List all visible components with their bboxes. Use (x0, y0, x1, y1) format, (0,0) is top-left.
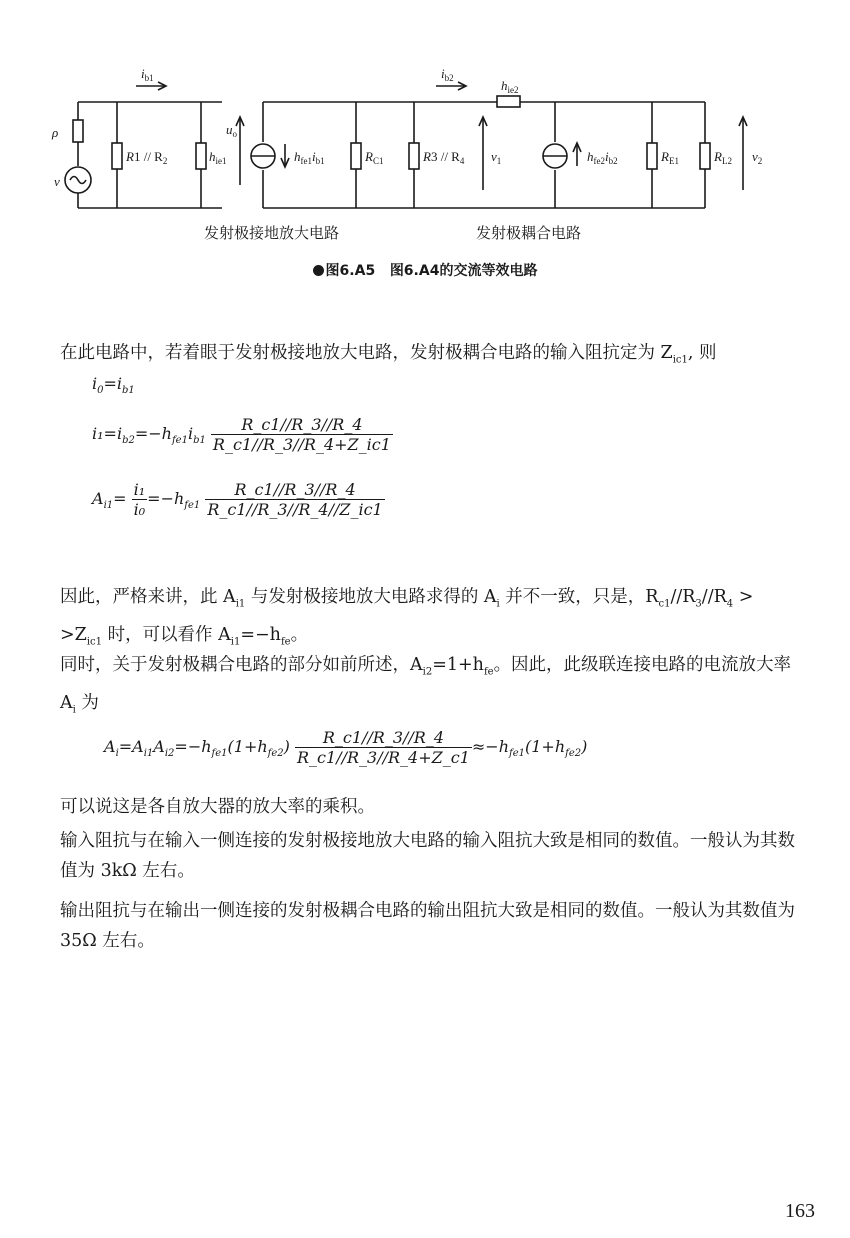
eq3-small-den: i₀ (133, 500, 146, 519)
p3-sub: i2 (422, 666, 433, 678)
eq2-lhs-sub: b2 (122, 435, 135, 447)
re1-sub: E1 (668, 156, 679, 166)
hie1-sub: ie1 (215, 156, 227, 166)
eq4-b-sub: i1 (143, 748, 154, 760)
caption-number: 图6.A5 (325, 263, 376, 279)
uo-u: u (226, 122, 233, 137)
p2-l2-sub3: fe (280, 636, 291, 647)
v2-sub: 2 (757, 156, 763, 166)
eq4-c: A (153, 737, 165, 756)
r3r4-text: 3 // R (430, 149, 460, 164)
eq2-lhs: i₁=i (92, 424, 123, 443)
r3r4-sub: 4 (459, 156, 465, 166)
paragraph-1 (60, 338, 805, 376)
eq4-a: A (104, 737, 116, 756)
v1-sub: 1 (496, 156, 502, 166)
p2-a: 因此，严格来讲，此 A (60, 587, 236, 607)
paragraph-1-sub: ic1 (672, 354, 688, 366)
re1-r: R (661, 149, 669, 164)
hfe2-i: i (605, 149, 609, 164)
eq3-small-num: i₁ (133, 480, 146, 499)
hie2-h: h (501, 78, 508, 93)
p3-c: 。因此，此级联连接电路的电流放大率 A (60, 655, 792, 713)
eq1-rhs-sub: b1 (122, 385, 135, 397)
ib1-i: i (141, 66, 145, 81)
p2-l2-b: 时，可以看作 A (102, 624, 231, 645)
left-section-label: 发射极接地放大电路 (204, 224, 340, 242)
eq1-rhs: i (116, 374, 123, 393)
eq2-mid2-sub: b1 (193, 435, 206, 447)
p2-d-sub: 3 (695, 598, 702, 610)
p2-c-sub: c1 (658, 598, 671, 610)
paragraph-3 (60, 650, 805, 725)
hfe1-isub: b1 (315, 156, 325, 166)
eq4-g: ≈−h (471, 737, 509, 756)
eq4-fraction (295, 728, 472, 767)
eq4-c-sub: i2 (164, 748, 175, 760)
ib2-label (441, 66, 454, 83)
eq2-mid-sub: fe1 (171, 435, 188, 447)
rc1-label (364, 149, 383, 166)
eq3-lhs: A (92, 489, 104, 508)
eq4-d-sub: fe1 (211, 748, 228, 760)
p3-a: 同时，关于发射极耦合电路的部分如前所述，A (60, 655, 423, 675)
equation-2 (92, 415, 393, 454)
v-source-label: v (54, 174, 60, 189)
eq4-g-sub: fe1 (509, 748, 525, 760)
rl2-r: R (714, 149, 722, 164)
paragraph-5: 输入阻抗与在输入一侧连接的发射极接地放大电路的输入阻抗大致是相同的数值。一般认为其数值为 3kΩ 左右。 (60, 831, 795, 881)
eq4-h: (1+h (524, 737, 566, 756)
p2-e-sub: 4 (726, 598, 734, 610)
eq2-fraction (211, 415, 393, 454)
r1r2-label (125, 149, 167, 166)
p2-l2-a: >Z (60, 624, 87, 645)
paragraph-1-text: 在此电路中，若着眼于发射极接地放大电路，发射极耦合电路的输入阻抗定为 Z (60, 343, 673, 363)
uo-sub: o (232, 129, 237, 139)
eq2-mid: =−h (134, 424, 172, 443)
eq4-denominator: R_c1//R_3//R_4+Z_c1 (297, 748, 470, 767)
hfe1-sub: fe1 (300, 156, 312, 166)
p2-c: 并不一致，只是，R (499, 587, 659, 607)
eq3-lhs-sub: i1 (103, 500, 114, 512)
hie2-sub: ie2 (507, 85, 519, 95)
eq4-f: ) (283, 737, 290, 756)
rl2-label (713, 149, 732, 166)
right-section-label: 发射极耦合电路 (476, 224, 582, 242)
p3-d: 为 (75, 692, 99, 713)
paragraph-4: 可以说这是各自放大器的放大率的乘积。 (60, 797, 375, 817)
v1-label (491, 149, 501, 166)
eq1-lhs-sub: 0 (97, 385, 104, 397)
eq4-e-sub: fe2 (267, 748, 284, 760)
paragraph-6: 输出阻抗与在输出一侧连接的发射极耦合电路的输出阻抗大致是相同的数值。一般认为其数值为 35Ω 左右。 (60, 901, 795, 951)
eq3-numerator: R_c1//R_3//R_4 (205, 480, 384, 500)
rc1-r: R (365, 149, 373, 164)
ib2-i: i (441, 66, 445, 81)
eq3-mid-sub: fe1 (184, 500, 201, 512)
eq3-denominator: R_c1//R_3//R_4//Z_ic1 (207, 500, 383, 519)
p2-b-sub: i (496, 598, 500, 610)
p2-l2-d: 。 (290, 624, 309, 645)
p2-l2-sub2: i1 (230, 636, 241, 647)
rho-label: ρ (52, 125, 59, 140)
p2-d: //R (670, 587, 696, 607)
paragraph-1-end: , 则 (687, 343, 717, 363)
hfe1ib1-label (294, 149, 325, 166)
eq2-numerator: R_c1//R_3//R_4 (211, 415, 393, 435)
p2-a-sub: i1 (235, 598, 246, 610)
eq4-numerator: R_c1//R_3//R_4 (295, 728, 472, 748)
eq4-e: (1+h (227, 737, 268, 756)
v2-label (752, 149, 762, 166)
p2-f: > (733, 587, 754, 607)
hfe1-h: h (294, 149, 301, 164)
hie1-label (209, 149, 227, 166)
eq3-fraction (205, 480, 384, 519)
hfe2ib2-label (587, 149, 618, 166)
eq4-a-sub: i (115, 748, 119, 760)
rl2-sub: L2 (721, 156, 732, 166)
caption-bullet-icon (313, 265, 324, 276)
hie1-h: h (209, 149, 216, 164)
r1r2-sub: 2 (162, 156, 168, 166)
re1-label (660, 149, 679, 166)
hfe2-h: h (587, 149, 594, 164)
equation-4 (104, 728, 587, 767)
hie2-label (501, 78, 519, 95)
p3-sub3: i (72, 704, 76, 715)
eq1-lhs: i (92, 374, 98, 393)
eq3-small-fraction (132, 480, 148, 519)
v1-v: v (491, 149, 497, 164)
ib1-sub: b1 (144, 73, 154, 83)
eq4-h-sub: fe2 (565, 748, 582, 760)
eq4-i: ) (581, 737, 588, 756)
eq4-d: =−h (174, 737, 212, 756)
r1r2-text: 1 // R (133, 149, 163, 164)
caption-text: 图6.A4的交流等效电路 (389, 263, 538, 279)
eq1-eq: = (103, 374, 117, 393)
ib1-label (141, 66, 154, 83)
figure-caption (0, 260, 850, 280)
v2-v: v (752, 149, 758, 164)
eq4-b: =A (118, 737, 144, 756)
eq2-denominator: R_c1//R_3//R_4+Z_ic1 (212, 435, 391, 454)
r3r4-r: R (423, 149, 431, 164)
paragraph-2 (60, 582, 805, 657)
eq3-mid: =−h (147, 489, 185, 508)
p2-l2-sub: ic1 (86, 636, 102, 647)
hfe1-i: i (312, 149, 316, 164)
hfe2-isub: b2 (608, 156, 618, 166)
p3-b: =1+h (432, 655, 484, 675)
r1r2-r: R (126, 149, 134, 164)
rc1-sub: C1 (372, 156, 384, 166)
equation-1 (92, 374, 135, 396)
p2-l2-c: =−h (240, 624, 281, 645)
page-number: 163 (785, 1200, 815, 1222)
eq3-lhs-eq: = (113, 489, 127, 508)
ib2-sub: b2 (444, 73, 454, 83)
hfe2-sub: fe2 (593, 156, 605, 166)
p2-e: //R (701, 587, 727, 607)
p2-b: 与发射极接地放大电路求得的 A (245, 587, 497, 607)
eq2-mid2: i (187, 424, 194, 443)
equation-3 (92, 480, 385, 519)
p3-sub2: fe (483, 666, 494, 678)
r3r4-label (422, 149, 465, 166)
circuit-diagram (0, 0, 850, 250)
